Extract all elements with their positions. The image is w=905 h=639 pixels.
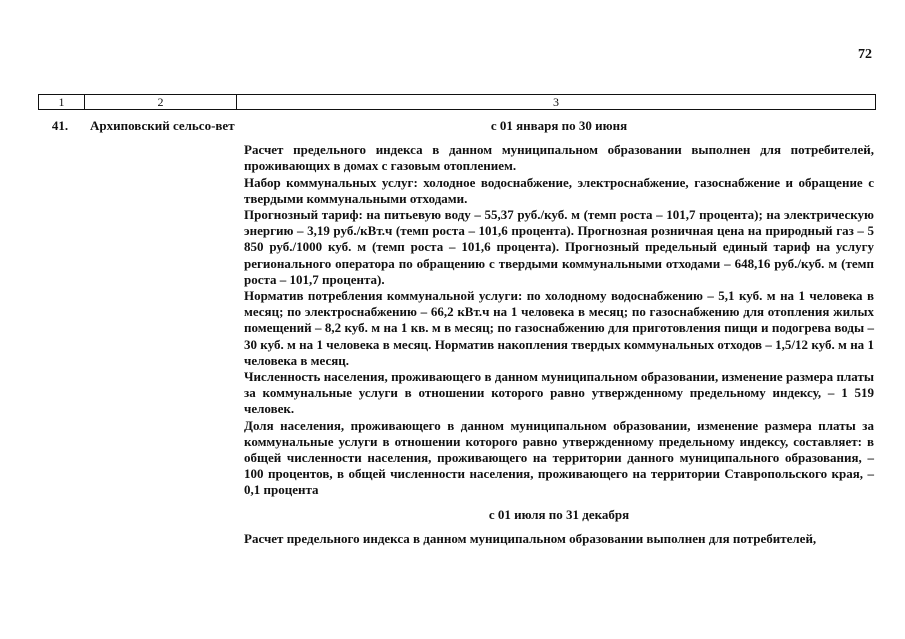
paragraph-tariffs: Прогнозный тариф: на питьевую воду – 55,37 руб./куб. м (темп роста – 101,7 процента); на электрическую энергию – 3,19 руб./кВт.ч (темп роста – 101,6 процента). Прогнозная розничная цена на природный газ – 5 850 руб./1000 куб. м (темп роста – 101,6 процента). Прогнозный предельный единый тариф на услугу регионального оператора по обращению с твердыми коммунальными отходами – 648,16 руб./куб. м (темп роста – 101,7 процента). [244,207,874,287]
paragraph-norms: Норматив потребления коммунальной услуги: по холодному водоснабжению – 5,1 куб. м на 1 человека в месяц; по электроснабжению – 66,2 кВт.ч на 1 человека в месяц; по газоснабжению для отопления жилых помещений – 8,2 куб. м на 1 кв. м в месяц; по газоснабжению для приготовления пищи и подогрева воды – 30 куб. м на 1 человека в месяц. Норматив накопления твердых коммунальных отходов – 1,5/12 куб. м на 1 человека в месяц. [244,288,874,368]
header-col-1: 1 [39,95,85,109]
header-col-3: 3 [553,95,559,109]
table-header [38,94,876,110]
page-number: 72 [858,47,872,62]
header-col-2: 2 [85,95,237,109]
period-heading-second-half: с 01 июля по 31 декабря [488,506,630,522]
paragraph-share: Доля населения, проживающего в данном муниципальном образовании, изменение размера платы за коммунальные услуги в отношении которого равно утвержденному предельному индексу, составляет: в общей численности населения, проживающего на территории данного муниципального образования, – 100 процентов, в общей численности населения, проживающего на территории Ставропольского края, – 0,1 процента [244,417,874,498]
period-heading-first-half: с 01 января по 30 июня [490,118,628,133]
paragraph-services: Набор коммунальных услуг: холодное водоснабжение, электроснабжение, газоснабжение и обращение с твердыми коммунальными отходами. [244,174,874,206]
settlement-name: Архиповский сельсо-вет [90,118,235,133]
paragraph-population: Численность населения, проживающего в данном муниципальном образовании, изменение размера платы за коммунальные услуги в отношении которого равно утвержденному предельному индексу, – 1 519 человек. [244,369,874,417]
paragraph-calculation: Расчет предельного индекса в данном муниципальном образовании выполнен для потребителей, проживающих в домах с газовым отоплением. [244,142,874,174]
row-content [244,118,874,547]
paragraph-calculation-second: Расчет предельного индекса в данном муниципальном образовании выполнен для потребителей, [244,530,817,546]
row-number: 41. [51,118,69,133]
